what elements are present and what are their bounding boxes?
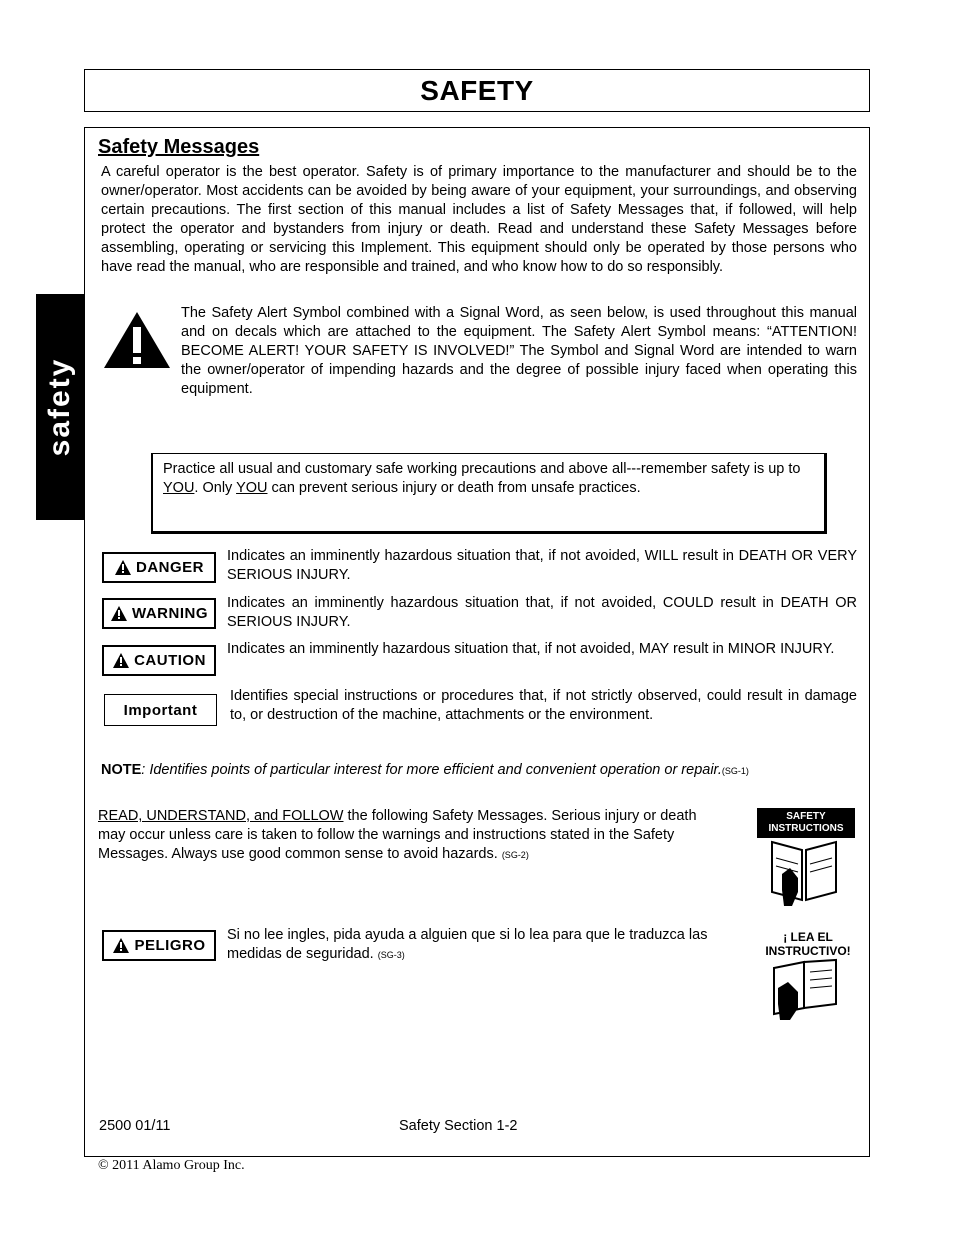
peligro-paragraph (227, 926, 752, 965)
practice-text-c: can prevent serious injury or death from unsafe practices. (267, 480, 641, 496)
header-box (84, 69, 870, 112)
read-follow-paragraph (98, 807, 720, 865)
manual-book-icon (768, 838, 840, 908)
important-signal-badge (104, 694, 217, 726)
intro-paragraph: A careful operator is the best operator. Safety is of primary importance to the manufacturer and should be to the owner/operator. Most accidents can be avoided by being aware of your equipment, your surroundings, and observing certain precautions. The first section of this manual includes a list of Safety Messages that, if followed, will help protect the operator and bystanders from injury or death. Read and understand these Safety Messages before assembling, operating or servicing this Implement. This equipment should only be operated by those persons who have read the manual, who are responsible and trained, and who know how to do so responsibly. (101, 164, 857, 275)
alert-triangle-icon (112, 652, 130, 669)
practice-you-1: YOU (163, 480, 195, 496)
caution-description: Indicates an imminently hazardous situation that, if not avoided, MAY result in MINOR INJURY. (227, 641, 835, 657)
alert-triangle-icon (110, 605, 128, 622)
peligro-label: PELIGRO (134, 937, 206, 954)
warning-description: Indicates an imminently hazardous situation that, if not avoided, COULD result in DEATH OR SERIOUS INJURY. (227, 595, 857, 630)
warning-signal-badge (102, 598, 216, 629)
peligro-signal-badge (102, 930, 216, 961)
safety-instructions-badge (757, 808, 855, 838)
important-description: Identifies special instructions or procedures that, if not strictly observed, could result in damage to, or destruction of the machine, attachments or the environment. (230, 688, 857, 723)
section-heading: Safety Messages (98, 136, 260, 158)
practice-safety-box (151, 453, 827, 534)
safety-badge-line2: INSTRUCTIONS (768, 823, 844, 834)
alert-triangle-icon (112, 937, 130, 954)
read-follow-lead: READ, UNDERSTAND, and FOLLOW (98, 808, 344, 824)
footer-model-date: 2500 01/11 (99, 1118, 171, 1134)
copyright: © 2011 Alamo Group Inc. (98, 1158, 245, 1173)
read-follow-code: (SG-2) (501, 850, 529, 860)
manual-book-icon (770, 958, 842, 1022)
caution-label: CAUTION (134, 652, 206, 669)
warning-label: WARNING (132, 605, 208, 622)
practice-text-b: . Only (194, 480, 237, 496)
lea-line1: ¡ LEA EL (783, 930, 833, 944)
note-code: (SG-1) (721, 766, 749, 776)
danger-description: Indicates an imminently hazardous situation that, if not avoided, WILL result in DEATH OR VERY SERIOUS INJURY. (227, 548, 857, 583)
side-tab (36, 294, 84, 520)
safety-badge-line1: SAFETY (786, 811, 826, 822)
danger-signal-badge (102, 552, 216, 583)
read-follow-text: the following Safety Messages. Serious injury or death may occur unless care is taken to follow the warnings and instructions stated in the Safety Messages. Always use good common sense to avoid hazards. (98, 808, 697, 862)
note-label: NOTE (101, 762, 142, 778)
practice-you-2: YOU (236, 480, 268, 496)
peligro-text: Si no lee ingles, pida ayuda a alguien que si lo lea para que le traduzca las medidas de seguridad. (227, 927, 708, 962)
important-label: Important (123, 701, 198, 719)
safety-alert-icon (102, 310, 172, 370)
lea-instructivo-caption (758, 930, 858, 958)
side-tab-label: safety (43, 357, 76, 457)
page-title: SAFETY (420, 74, 534, 106)
footer-section: Safety Section 1-2 (399, 1118, 518, 1134)
lea-line2: INSTRUCTIVO! (765, 944, 851, 958)
note-line (101, 762, 749, 778)
note-text: : Identifies points of particular interest for more efficient and convenient operation or repair. (141, 762, 722, 778)
alert-symbol-paragraph: The Safety Alert Symbol combined with a Signal Word, as seen below, is used throughout this manual and on decals which are attached to the equipment. The Safety Alert Symbol means: “ATTENTION! BECOME ALERT! YOUR SAFETY IS INVOLVED!” The Symbol and Signal Word are intended to warn the owner/operator of impending hazards and the degree of possible injury faced when operating this equipment. (181, 305, 857, 397)
caution-signal-badge (102, 645, 216, 676)
peligro-code: (SG-3) (377, 950, 405, 960)
alert-triangle-icon (114, 559, 132, 576)
danger-label: DANGER (135, 559, 204, 576)
practice-text-a: Practice all usual and customary safe working precautions and above all---remember safety is up to (163, 461, 801, 477)
